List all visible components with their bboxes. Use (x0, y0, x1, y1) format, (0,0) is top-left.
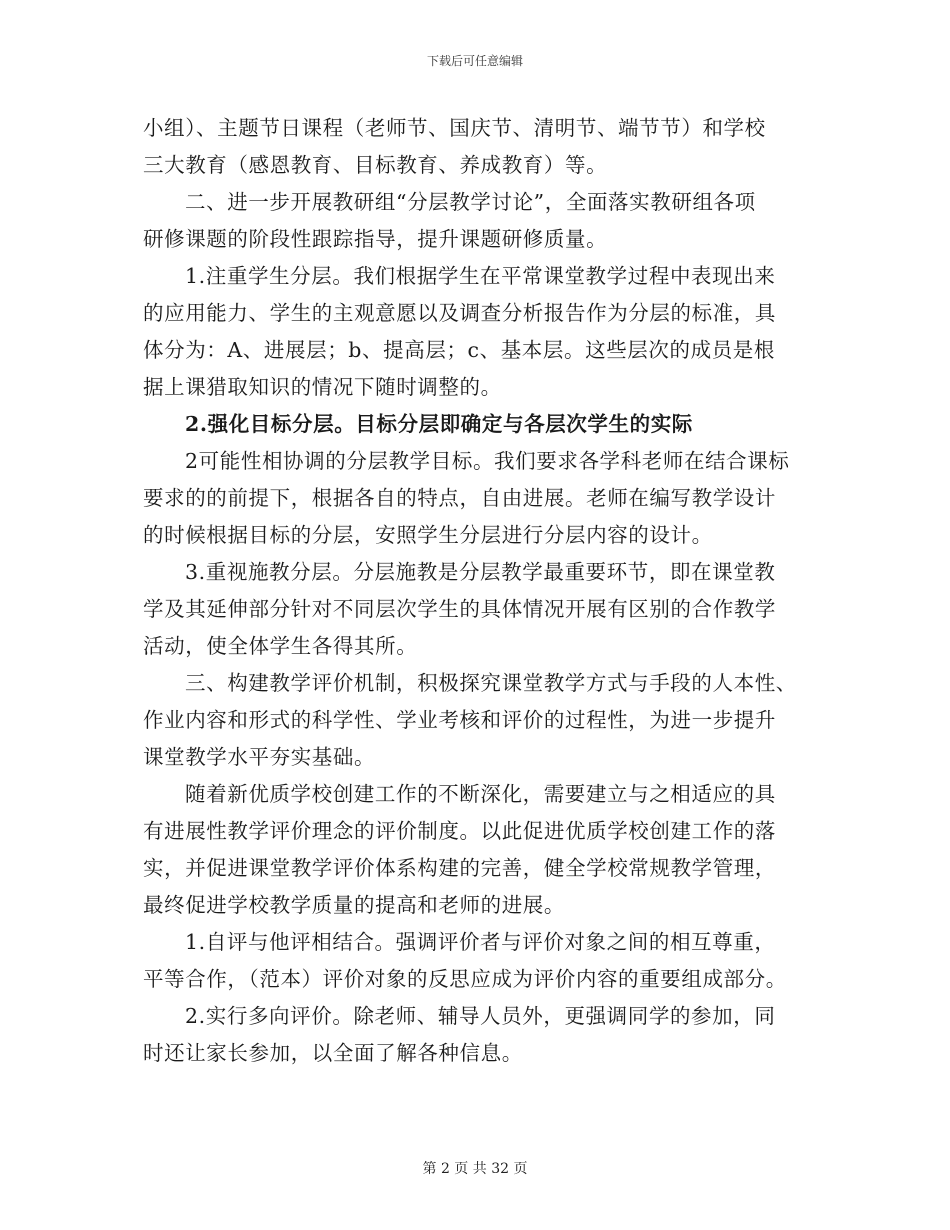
paragraph-line: 随着新优质学校创建工作的不断深化，需要建立与之相适应的具 (185, 782, 776, 806)
paragraph-line: 三大教育（感恩教育、目标教育、养成教育）等。 (143, 153, 608, 177)
page-number-footer: 第 2 页 共 32 页 (422, 1161, 528, 1177)
paragraph-line: 有进展性教学评价理念的评价制度。以此促进优质学校创建工作的落 (143, 819, 776, 843)
paragraph-line: 2可能性相协调的分层教学目标。我们要求各学科老师在结合课标 (185, 449, 790, 473)
paragraph-8 (143, 776, 815, 924)
paragraph-line: 实，并促进课堂教学评价体系构建的完善，健全学校常规教学管理， (143, 856, 776, 880)
paragraph-3 (143, 258, 815, 406)
paragraph-line: 平等合作，（范本）评价对象的反思应成为评价内容的重要组成部分。 (143, 967, 787, 991)
paragraph-line: 小组）、主题节日课程（老师节、国庆节、清明节、端节节）和学校 (143, 116, 766, 140)
paragraph-1 (143, 110, 815, 184)
paragraph-line: 最终促进学校教学质量的提高和老师的进展。 (143, 893, 565, 917)
paragraph-line: 2.实行多向评价。除老师、辅导人员外，更强调同学的参加，同 (185, 1004, 776, 1028)
paragraph-4-heading (143, 406, 815, 443)
paragraph-line: 时还让家长参加，以全面了解各种信息。 (143, 1041, 523, 1065)
paragraph-9 (143, 924, 815, 998)
paragraph-line: 2.强化目标分层。目标分层即确定与各层次学生的实际 (185, 412, 693, 436)
paragraph-line: 1.自评与他评相结合。强调评价者与评价对象之间的相互尊重， (185, 930, 776, 954)
paragraph-line: 1.注重学生分层。我们根据学生在平常课堂教学过程中表现出来 (185, 264, 776, 288)
paragraph-6 (143, 554, 815, 665)
paragraph-line: 三、构建教学评价机制，积极探究课堂教学方式与手段的人本性、 (185, 671, 797, 695)
page-header-note: 下载后可任意编辑 (426, 54, 523, 68)
paragraph-line: 作业内容和形式的科学性、学业考核和评价的过程性，为进一步提升 (143, 708, 776, 732)
paragraph-line: 学及其延伸部分针对不同层次学生的具体情况开展有区别的合作教学 (143, 597, 776, 621)
paragraph-line: 活动，使全体学生各得其所。 (143, 634, 418, 658)
paragraph-2 (143, 184, 815, 258)
paragraph-5 (143, 443, 815, 554)
paragraph-line: 体分为：A、进展层；b、提高层；c、基本层。这些层次的成员是根 (143, 338, 776, 362)
paragraph-line: 研修课题的阶段性跟踪指导，提升课题研修质量。 (143, 227, 608, 251)
paragraph-line: 要求的的前提下，根据各自的特点，自由进展。老师在编写教学设计 (143, 486, 776, 510)
paragraph-line: 的应用能力、学生的主观意愿以及调查分析报告作为分层的标准，具 (143, 301, 776, 325)
paragraph-10 (143, 998, 815, 1072)
paragraph-line: 3.重视施教分层。分层施教是分层教学最重要环节，即在课堂教 (185, 560, 776, 584)
document-body (143, 110, 815, 1072)
paragraph-7 (143, 665, 815, 776)
paragraph-line: 据上课猎取知识的情况下随时调整的。 (143, 375, 502, 399)
paragraph-line: 二、进一步开展教研组“分层教学讨论”，全面落实教研组各项 (185, 190, 756, 214)
paragraph-line: 课堂教学水平夯实基础。 (143, 745, 376, 769)
paragraph-line: 的时候根据目标的分层，安照学生分层进行分层内容的设计。 (143, 523, 713, 547)
